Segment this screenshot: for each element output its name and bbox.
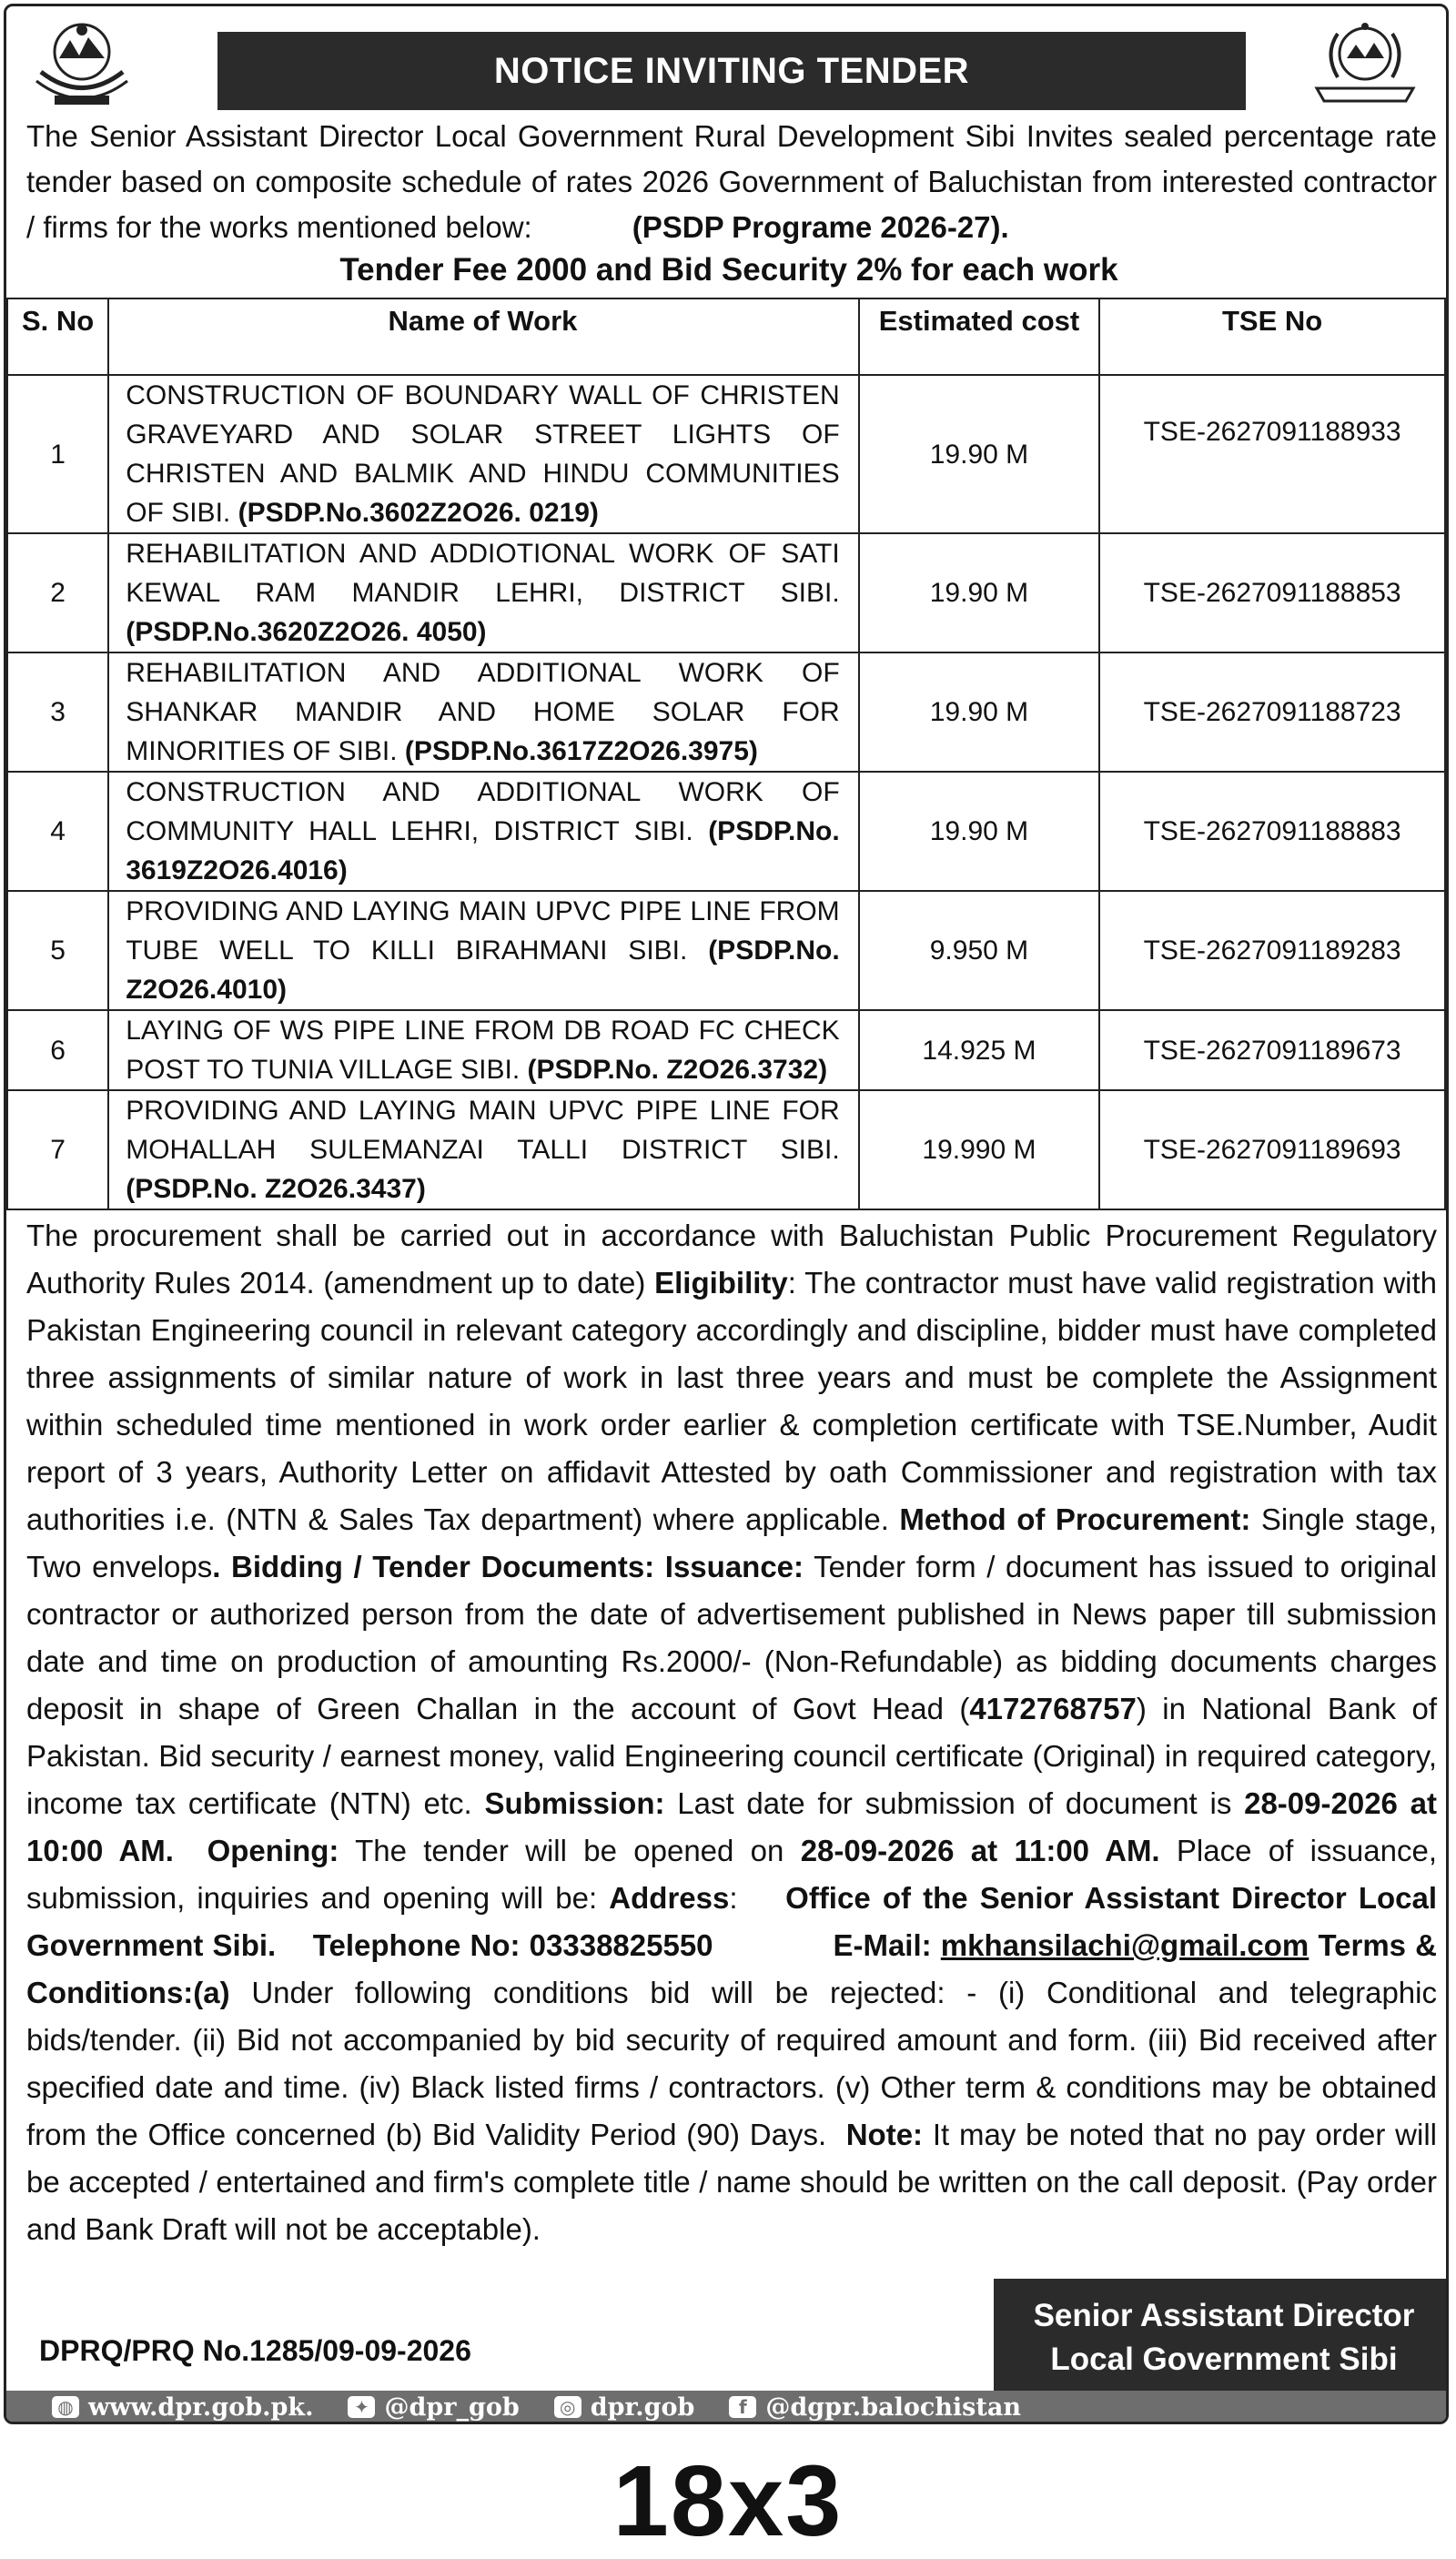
row-tse: TSE-2627091189283: [1099, 891, 1445, 1010]
table-row: [7, 1010, 1445, 1090]
table-row: [7, 375, 1445, 533]
row-sno: 3: [7, 652, 108, 772]
row-sno: 5: [7, 891, 108, 1010]
row-name: LAYING OF WS PIPE LINE FROM DB ROAD FC CHECK POST TO TUNIA VILLAGE SIBI. (PSDP.No. Z2O26.3732): [108, 1010, 858, 1090]
row-tse: TSE-2627091189693: [1099, 1090, 1445, 1209]
row-tse: TSE-2627091188933: [1099, 375, 1445, 533]
footer-instagram[interactable]: ◎ dpr.gob: [554, 2393, 695, 2422]
eligibility-label: Eligibility: [654, 1266, 788, 1300]
row-tse: TSE-2627091188723: [1099, 652, 1445, 772]
bidding-text: Tender form / document has issued to original contractor or authorized person from the date of advertisement published in News paper till submission date and time on production of amounting Rs.2000/- (Non-Refundable) as bidding documents charges deposit in shape of Green Challan in the account of Govt Head (: [26, 1550, 1437, 1725]
table-row: [7, 533, 1445, 652]
email-label: E-Mail:: [833, 1928, 932, 1962]
submission-text: Last date for submission of document is: [664, 1786, 1245, 1820]
table-header-row: [7, 298, 1445, 375]
terms-label: Terms & Conditions:(a): [26, 1928, 1438, 2009]
procurement-text: The procurement shall be carried out in accordance with Baluchistan Public Procurement Regulatory Authority Rules 2014. (amendment up to date): [26, 1219, 1437, 1300]
row-sno: 1: [7, 375, 108, 533]
table-row: [7, 1090, 1445, 1209]
row-sno: 4: [7, 772, 108, 891]
table-row: [7, 891, 1445, 1010]
works-table: [6, 298, 1446, 1210]
notice-title: NOTICE INVITING TENDER: [217, 32, 1246, 110]
footer-bar: [6, 2391, 1446, 2423]
signature-line-1: Senior Assistant Director: [1033, 2298, 1415, 2333]
facebook-icon: f: [729, 2396, 756, 2418]
table-row: [7, 652, 1445, 772]
signature-line-2: Local Government Sibi: [1050, 2342, 1398, 2377]
row-sno: 2: [7, 533, 108, 652]
header-cost: Estimated cost: [859, 298, 1100, 375]
opening-text: The tender will be opened on: [339, 1834, 801, 1867]
row-cost: 19.990 M: [859, 1090, 1100, 1209]
baluchistan-emblem-left: [23, 17, 141, 117]
header-sno: S. No: [7, 298, 108, 375]
dpr-emblem-right: [1306, 17, 1424, 117]
note-label: Note:: [845, 2118, 924, 2151]
intro-text: The Senior Assistant Director Local Government Rural Development Sibi Invites sealed percentage rate tender based on composite schedule of rates 2026 Government of Baluchistan from interested contractor / firms for the works mentioned below:: [26, 119, 1437, 244]
footer-twitter[interactable]: ✦ @dpr_gob: [348, 2393, 519, 2422]
intro-paragraph: [26, 114, 1437, 250]
opening-date: 28-09-2026 at 11:00 AM.: [800, 1834, 1160, 1867]
header-name: Name of Work: [108, 298, 858, 375]
place-text: Place of issuance, submission, inquiries and opening will be:: [26, 1834, 1437, 1915]
footer-website[interactable]: ◍ www.dpr.gob.pk.: [52, 2393, 313, 2422]
row-cost: 19.90 M: [859, 772, 1100, 891]
row-sno: 6: [7, 1010, 108, 1090]
row-tse: TSE-2627091189673: [1099, 1010, 1445, 1090]
terms-text: Under following conditions bid will be rejected: - (i) Conditional and telegraphic bids/tender. (ii) Bid not accompanied by bid security of required amount and form. (iii) Bid received after specified date and time. (iv) Black listed firms / contractors. (v) Other term & conditions may be obtained from the Office concerned (b) Bid Validity Period (90) Days.: [26, 1976, 1437, 2151]
instagram-icon: ◎: [554, 2396, 581, 2418]
row-name: REHABILITATION AND ADDIOTIONAL WORK OF SATI KEWAL RAM MANDIR LEHRI, DISTRICT SIBI. (PSDP.No.3620Z2O26. 4050): [108, 533, 858, 652]
row-cost: 19.90 M: [859, 375, 1100, 533]
signature-block: [994, 2279, 1449, 2397]
row-name: CONSTRUCTION OF BOUNDARY WALL OF CHRISTEN GRAVEYARD AND SOLAR STREET LIGHTS OF CHRISTEN AND BALMIK AND HINDU COMMUNITIES OF SIBI. (PSDP.No.3602Z2O26. 0219): [108, 375, 858, 533]
row-name: PROVIDING AND LAYING MAIN UPVC PIPE LINE FROM TUBE WELL TO KILLI BIRAHMANI SIBI. (PSDP.No. Z2O26.4010): [108, 891, 858, 1010]
footer-facebook[interactable]: f @dgpr.balochistan: [729, 2393, 1021, 2422]
header-tse: TSE No: [1099, 298, 1445, 375]
note-text: It may be noted that no pay order will be accepted / entertained and firm's complete title / name should be written on the call deposit. (Pay order and Bank Draft will not be acceptable).: [26, 2118, 1437, 2246]
table-row: [7, 772, 1445, 891]
telephone-label: Telephone No:: [312, 1928, 521, 1962]
bidding-label: . Bidding / Tender Documents: Issuance:: [212, 1550, 804, 1583]
terms-body: The procurement shall be carried out in accordance with Baluchistan Public Procurement Regulatory Authority Rules 2014. (amendment up to date) Eligibility: The contractor must have valid registration with Pakistan Engineering council in relevant category accordingly and discipline, bidder must have completed three assignments of similar nature of work in last three years and must be complete the Assignment within scheduled time mentioned in work order earlier & completion certificate with TSE.Number, Audit report of 3 years, Authority Letter on affidavit Attested by oath Commissioner and registration with tax authorities i.e. (NTN & Sales Tax department) where applicable. Method of Procurement: Single stage, Two envelops. Bidding / Tender Documents: Issuance: Tender form / document has issued to original contractor or authorized person from the date of advertisement published in News paper till submission date and time on production of amounting Rs.2000/- (Non-Refundable) as bidding documents charges deposit in shape of Green Challan in the account of Govt Head (4172768757) in National Bank of Pakistan. Bid security / earnest money, valid Engineering council certificate (Original) in required category, income tax certificate (NTN) etc. Submission: Last date for submission of document is 28-09-2026 at 10:00 AM. Opening: The tender will be opened on 28-09-2026 at 11:00 AM. Place of issuance, submission, inquiries and opening will be: Address: Office of the Senior Assistant Director Local Government Sibi. Telephone No: 03338825550 E-Mail: mkhansilachi@gmail.com Terms & Conditions:(a) Under following conditions bid will be rejected: - (i) Conditional and telegraphic bids/tender. (ii) Bid not accompanied by bid security of required amount and form. (iii) Bid received after specified date and time. (iv) Black listed firms / contractors. (v) Other term & conditions may be obtained from the Office concerned (b) Bid Validity Period (90) Days. Note: It may be noted that no pay order will be accepted / entertained and firm's complete title / name should be written on the call deposit. (Pay order and Bank Draft will not be acceptable).: [26, 1219, 1438, 2246]
row-cost: 19.90 M: [859, 533, 1100, 652]
row-cost: 19.90 M: [859, 652, 1100, 772]
row-name: REHABILITATION AND ADDITIONAL WORK OF SHANKAR MANDIR AND HOME SOLAR FOR MINORITIES OF SIBI. (PSDP.No.3617Z2O26.3975): [108, 652, 858, 772]
dprq-number: DPRQ/PRQ No.1285/09-09-2026: [39, 2334, 471, 2367]
notice-frame: [4, 4, 1449, 2424]
govt-head-number: 4172768757: [969, 1692, 1137, 1725]
row-tse: TSE-2627091188853: [1099, 533, 1445, 652]
bidding-text-2: ) in National Bank of Pakistan. Bid security / earnest money, valid Engineering council certificate (Original) in required category, income tax certificate (NTN) etc.: [26, 1692, 1437, 1820]
tender-fee-line: Tender Fee 2000 and Bid Security 2% for each work: [339, 252, 1118, 288]
row-tse: TSE-2627091188883: [1099, 772, 1445, 891]
globe-icon: ◍: [52, 2396, 79, 2418]
address-label: Address: [609, 1881, 730, 1915]
eligibility-text: : The contractor must have valid registration with Pakistan Engineering council in relevant category accordingly and discipline, bidder must have completed three assignments of similar nature of work in last three years and must be complete the Assignment within scheduled time mentioned in work order earlier & completion certificate with TSE.Number, Audit report of 3 years, Authority Letter on affidavit Attested by oath Commissioner and registration with tax authorities i.e. (NTN & Sales Tax department) where applicable.: [26, 1266, 1438, 1536]
address-text: Office of the Senior Assistant Director Local Government Sibi.: [26, 1881, 1438, 1962]
twitter-icon: ✦: [348, 2396, 375, 2418]
submission-label: Submission:: [484, 1786, 665, 1820]
email-link[interactable]: mkhansilachi@gmail.com: [940, 1928, 1309, 1962]
telephone-number: 03338825550: [529, 1928, 713, 1962]
opening-label: Opening:: [207, 1834, 339, 1867]
submission-date: 28-09-2026 at 10:00 AM.: [26, 1786, 1438, 1867]
row-name: PROVIDING AND LAYING MAIN UPVC PIPE LINE FOR MOHALLAH SULEMANZAI TALLI DISTRICT SIBI. (PSDP.No. Z2O26.3437): [108, 1090, 858, 1209]
method-text: Single stage, Two envelops: [26, 1502, 1437, 1583]
psdp-programme: (PSDP Programe 2026-27).: [632, 210, 1009, 244]
row-cost: 9.950 M: [859, 891, 1100, 1010]
row-cost: 14.925 M: [859, 1010, 1100, 1090]
row-sno: 7: [7, 1090, 108, 1209]
ad-size-label: 18x3: [612, 2445, 844, 2557]
row-name: CONSTRUCTION AND ADDITIONAL WORK OF COMMUNITY HALL LEHRI, DISTRICT SIBI. (PSDP.No. 3619Z2O26.4016): [108, 772, 858, 891]
method-label: Method of Procurement:: [899, 1502, 1251, 1536]
